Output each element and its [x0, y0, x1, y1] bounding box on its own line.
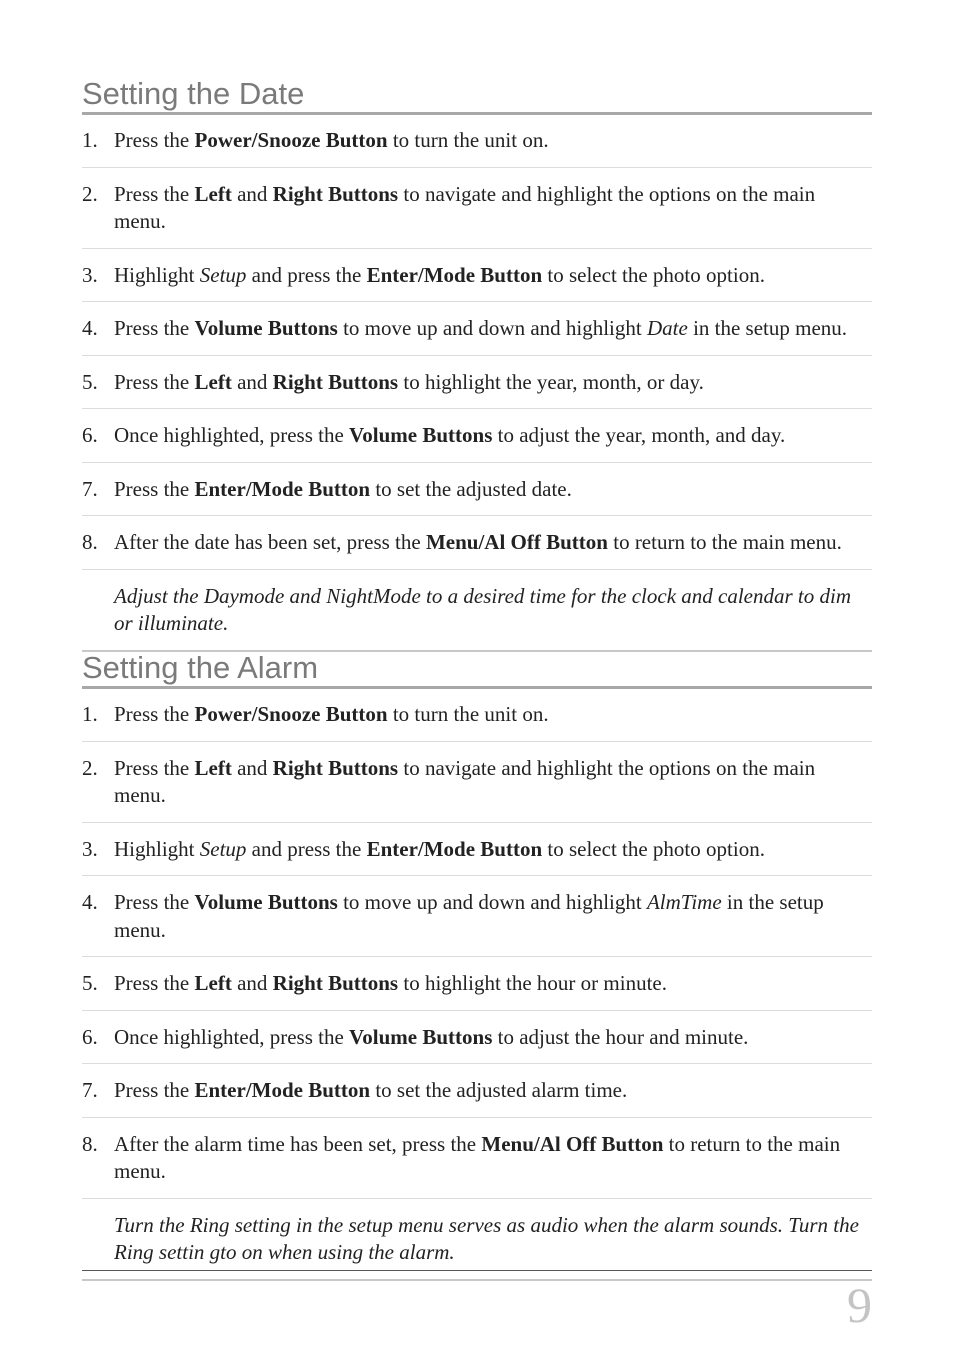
step-text: Press the [114, 369, 195, 394]
step-text: to set the adjusted alarm time. [370, 1078, 628, 1102]
note: Adjust the Daymode and NightMode to a desired time for the clock and calendar to dim or illuminate. [82, 570, 872, 652]
step-number: 4. [82, 890, 98, 914]
page-number: 9 [847, 1277, 872, 1333]
step-number: 6. [82, 1024, 98, 1049]
step-number: 6. [82, 423, 98, 447]
step-number: 5. [82, 971, 98, 995]
step-text: to return to the main menu. [114, 1131, 841, 1183]
step-item [82, 168, 872, 249]
section-title: Setting the Date [82, 78, 872, 115]
step-text: to select the photo option. [542, 262, 765, 287]
step-text: Once highlighted, press the [114, 423, 350, 447]
menu-term: Setup [199, 262, 247, 287]
step-number: 3. [82, 836, 98, 861]
step-item [82, 823, 872, 877]
step-text: to select the photo option. [542, 836, 765, 861]
step-number: 1. [82, 128, 98, 152]
step-number: 2. [82, 181, 98, 206]
step-text: Highlight [114, 262, 200, 287]
step-text: and [231, 755, 273, 780]
button-name: Volume Buttons [194, 890, 338, 914]
step-text: to set the adjusted date. [370, 476, 572, 501]
button-name: Enter/Mode Button [194, 476, 371, 501]
button-name: Volume Buttons [349, 1024, 493, 1049]
section-title: Setting the Alarm [82, 652, 872, 689]
step-text: Press the [114, 476, 195, 501]
step-number: 1. [82, 702, 98, 726]
step-number: 5. [82, 369, 98, 394]
date-section [82, 78, 872, 652]
button-name: Right Buttons [272, 369, 399, 394]
button-name: Left [194, 755, 232, 780]
step-text: to turn the unit on. [387, 702, 549, 726]
step-item [82, 356, 872, 410]
step-text: to adjust the year, month, and day. [492, 423, 786, 447]
note: Turn the Ring setting in the setup menu serves as audio when the alarm sounds. Turn the Ring settin gto on when using the alarm. [82, 1199, 872, 1281]
step-item [82, 689, 872, 742]
button-name: Volume Buttons [194, 316, 338, 340]
step-item [82, 115, 872, 168]
button-name: Left [194, 369, 232, 394]
step-number: 4. [82, 316, 98, 340]
step-text: Highlight [114, 836, 200, 861]
step-text: and [231, 181, 273, 206]
step-number: 8. [82, 530, 98, 554]
step-item [82, 957, 872, 1011]
step-item [82, 742, 872, 823]
step-item [82, 1064, 872, 1118]
step-text: to return to the main menu. [607, 530, 842, 554]
step-text: After the date has been set, press the [114, 530, 426, 554]
step-text: After the alarm time has been set, press the [114, 1131, 482, 1156]
step-item [82, 409, 872, 463]
button-name: Right Buttons [272, 181, 399, 206]
step-item [82, 1011, 872, 1065]
alarm-section [82, 652, 872, 1281]
step-text: Press the [114, 181, 195, 206]
step-item [82, 516, 872, 570]
steps-list [82, 115, 872, 570]
step-text: and [231, 971, 273, 995]
step-text: and press the [246, 262, 367, 287]
step-item [82, 1118, 872, 1199]
menu-term: Date [646, 316, 688, 340]
step-text: to navigate and highlight the options on the main menu. [114, 755, 816, 807]
button-name: Left [194, 971, 232, 995]
step-text: Press the [114, 128, 195, 152]
step-item [82, 249, 872, 303]
step-text: in the setup menu. [114, 890, 824, 942]
step-text: to highlight the year, month, or day. [398, 369, 704, 394]
step-number: 2. [82, 755, 98, 780]
step-number: 7. [82, 1078, 98, 1102]
step-text: to adjust the hour and minute. [492, 1024, 749, 1049]
button-name: Enter/Mode Button [366, 262, 543, 287]
button-name: Volume Buttons [349, 423, 493, 447]
step-item [82, 302, 872, 356]
step-text: Press the [114, 1078, 195, 1102]
button-name: Enter/Mode Button [366, 836, 543, 861]
menu-term: Setup [199, 836, 247, 861]
step-item [82, 876, 872, 957]
step-text: and press the [246, 836, 367, 861]
step-text: in the setup menu. [687, 316, 848, 340]
step-number: 8. [82, 1131, 98, 1156]
step-text: Once highlighted, press the [114, 1024, 350, 1049]
step-text: Press the [114, 316, 195, 340]
steps-list [82, 689, 872, 1199]
step-text: and [231, 369, 273, 394]
footer-rule [82, 1270, 872, 1271]
step-text: to highlight the hour or minute. [398, 971, 667, 995]
step-text: Press the [114, 971, 195, 995]
button-name: Menu/Al Off Button [481, 1131, 664, 1156]
step-text: to turn the unit on. [387, 128, 549, 152]
button-name: Power/Snooze Button [194, 128, 388, 152]
step-number: 7. [82, 476, 98, 501]
step-text: to navigate and highlight the options on the main menu. [114, 181, 816, 233]
step-text: to move up and down and highlight [337, 890, 647, 914]
step-text: to move up and down and highlight [337, 316, 647, 340]
button-name: Left [194, 181, 232, 206]
button-name: Enter/Mode Button [194, 1078, 371, 1102]
step-text: Press the [114, 702, 195, 726]
button-name: Power/Snooze Button [194, 702, 388, 726]
button-name: Menu/Al Off Button [425, 530, 608, 554]
step-text: Press the [114, 890, 195, 914]
button-name: Right Buttons [272, 971, 399, 995]
step-text: Press the [114, 755, 195, 780]
button-name: Right Buttons [272, 755, 399, 780]
menu-term: AlmTime [646, 890, 722, 914]
step-item [82, 463, 872, 517]
step-number: 3. [82, 262, 98, 287]
